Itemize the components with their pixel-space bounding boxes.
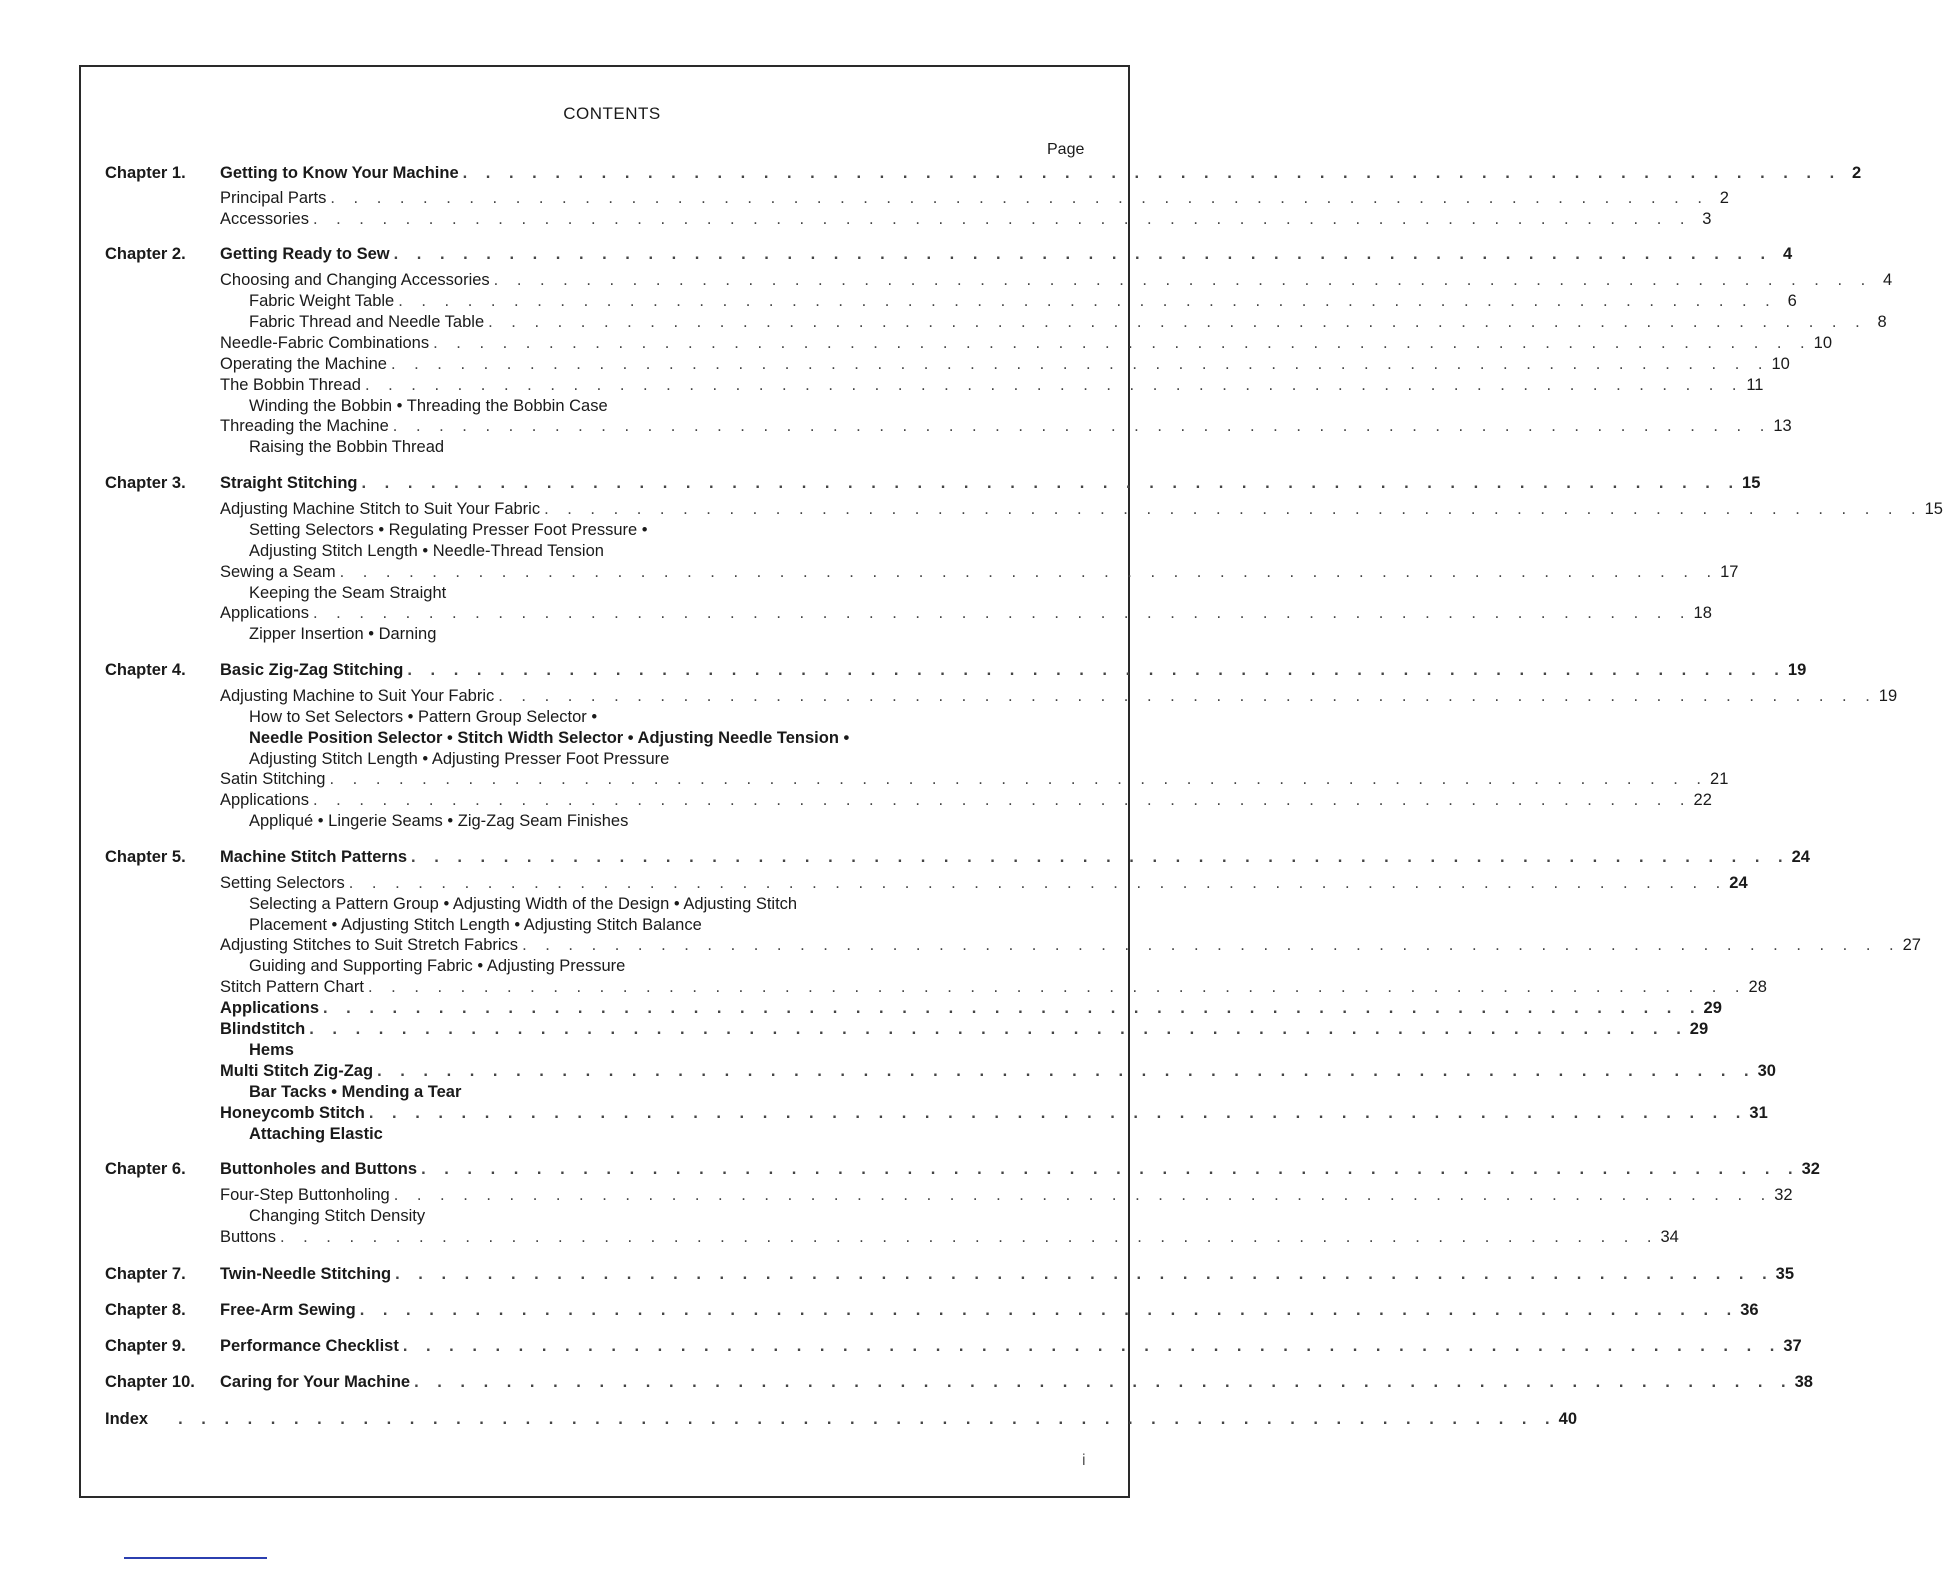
toc-entry[interactable] bbox=[220, 872, 1748, 894]
page-number: 24 bbox=[1729, 874, 1748, 892]
entry-title: Fabric Weight Table bbox=[249, 292, 395, 310]
leader-dots: . . . . . . . . . . . . . . . . . . . . . . . . . . . . . . . . . . . . . . . . . . . . . . . . . . . . . . . . . . . . bbox=[312, 791, 1692, 809]
toc-index[interactable] bbox=[105, 1408, 1577, 1430]
toc-entry[interactable] bbox=[220, 602, 1712, 624]
entry-title: The Bobbin Thread bbox=[220, 376, 361, 394]
leader-dots: . . . . . . . . . . . . . . . . . . . . . . . . . . . . . . . . . . . . . . . . . . . . . . . . . . . . . . . . . . . . bbox=[395, 1265, 1774, 1283]
toc-chapter-7[interactable] bbox=[105, 1263, 1795, 1285]
leader-dots: . . . . . . . . . . . . . . . . . . . . . . . . . . . . . . . . . . . . . . . . . . . . . . . . . . . . . . . . . . . . bbox=[330, 189, 1709, 207]
toc-entry[interactable] bbox=[220, 415, 1792, 437]
leader-dots: . . . . . . . . . . . . . . . . . . . . . . . . . . . . . . . . . . . . . . . . . . . . . . . . . . . . . . . . . . . . bbox=[411, 848, 1790, 866]
toc-subtopics: Adjusting Stitch Length • Adjusting Presser Foot Pressure bbox=[249, 750, 670, 768]
leader-dots: . . . . . . . . . . . . . . . . . . . . . . . . . . . . . . . . . . . . . . . . . . . . . . . . . . . . . . . . . . . . bbox=[348, 874, 1728, 892]
toc-entry[interactable] bbox=[220, 934, 1921, 956]
leader-dots: . . . . . . . . . . . . . . . . . . . . . . . . . . . . . . . . . . . . . . . . . . . . . . . . . . . . . . . . . . . . bbox=[361, 474, 1741, 492]
toc-chapter-5[interactable] bbox=[105, 846, 1810, 868]
chapter-title: Basic Zig-Zag Stitching bbox=[220, 661, 404, 679]
entry-title: Principal Parts bbox=[220, 189, 327, 207]
page-number: 35 bbox=[1775, 1265, 1795, 1283]
page-number: 38 bbox=[1794, 1373, 1813, 1391]
leader-dots: . . . . . . . . . . . . . . . . . . . . . . . . . . . . . . . . . . . . . . . . . . . . . . . . . . . . . . . . . . . . bbox=[421, 1160, 1800, 1178]
chapter-title: Getting to Know Your Machine bbox=[220, 164, 459, 182]
leader-dots: . . . . . . . . . . . . . . . . . . . . . . . . . . . . . . . . . . . . . . . . . . . . . . . . . . . . . . . . . . . . bbox=[323, 999, 1702, 1017]
toc-entry[interactable] bbox=[220, 976, 1767, 998]
chapter-number: Chapter 6. bbox=[105, 1160, 186, 1178]
toc-subtopics: Guiding and Supporting Fabric • Adjusting Pressure bbox=[249, 957, 626, 975]
toc-entry[interactable] bbox=[220, 1018, 1709, 1040]
leader-dots: . . . . . . . . . . . . . . . . . . . . . . . . . . . . . . . . . . . . . . . . . . . . . . . . . . . . . . . . . . . . bbox=[392, 417, 1772, 435]
chapter-title: Performance Checklist bbox=[220, 1337, 399, 1355]
page-number: 19 bbox=[1878, 687, 1898, 705]
chapter-title: Free-Arm Sewing bbox=[220, 1301, 356, 1319]
entry-title: Accessories bbox=[220, 210, 309, 228]
page-number: 29 bbox=[1703, 999, 1722, 1017]
toc-entry[interactable] bbox=[220, 789, 1712, 811]
toc-chapter-6[interactable] bbox=[105, 1158, 1820, 1180]
page-number: 15 bbox=[1742, 474, 1761, 492]
entry-title: Applications bbox=[220, 791, 309, 809]
page-number: 29 bbox=[1689, 1020, 1709, 1038]
leader-dots: . . . . . . . . . . . . . . . . . . . . . . . . . . . . . . . . . . . . . . . . . . . . . . . . . . . . . . . . . . . . bbox=[364, 376, 1744, 394]
toc-entry[interactable] bbox=[249, 311, 1887, 333]
leader-dots: . . . . . . . . . . . . . . . . . . . . . . . . . . . . . . . . . . . . . . . . . . . . . . . . . . . . . . . . . . . . bbox=[178, 1410, 1557, 1428]
chapter-title: Getting Ready to Sew bbox=[220, 245, 390, 263]
page-number: 24 bbox=[1791, 848, 1810, 866]
entry-title: Adjusting Machine Stitch to Suit Your Fabric bbox=[220, 500, 541, 518]
toc-subtopics: Placement • Adjusting Stitch Length • Adjusting Stitch Balance bbox=[249, 916, 702, 934]
page-number: 15 bbox=[1924, 500, 1943, 518]
leader-dots: . . . . . . . . . . . . . . . . . . . . . . . . . . . . . . . . . . . . . . . . . . . . . . . . . . . . . . . . . . . . bbox=[433, 334, 1812, 352]
page-number: 4 bbox=[1883, 271, 1893, 289]
page-number: 32 bbox=[1801, 1160, 1820, 1178]
toc-entry[interactable] bbox=[220, 187, 1729, 209]
entry-title: Setting Selectors bbox=[220, 874, 345, 892]
page-number: 4 bbox=[1782, 245, 1793, 263]
leader-dots: . . . . . . . . . . . . . . . . . . . . . . . . . . . . . . . . . . . . . . . . . . . . . . . . . . . . . . . . . . . . bbox=[309, 1020, 1688, 1038]
toc-subtopics: Keeping the Seam Straight bbox=[249, 584, 447, 602]
leader-dots: . . . . . . . . . . . . . . . . . . . . . . . . . . . . . . . . . . . . . . . . . . . . . . . . . . . . . . . . . . . . bbox=[498, 687, 1877, 705]
entry-title: Choosing and Changing Accessories bbox=[220, 271, 490, 289]
toc-subtopics: Hems bbox=[249, 1041, 294, 1059]
leader-dots: . . . . . . . . . . . . . . . . . . . . . . . . . . . . . . . . . . . . . . . . . . . . . . . . . . . . . . . . . . . . bbox=[393, 1186, 1773, 1204]
leader-dots: . . . . . . . . . . . . . . . . . . . . . . . . . . . . . . . . . . . . . . . . . . . . . . . . . . . . . . . . . . . . bbox=[339, 563, 1719, 581]
toc-entry[interactable] bbox=[220, 768, 1729, 790]
entry-title: Operating the Machine bbox=[220, 355, 387, 373]
page-number: 28 bbox=[1748, 978, 1767, 996]
entry-title: Blindstitch bbox=[220, 1020, 306, 1038]
page-number: 3 bbox=[1702, 210, 1712, 228]
chapter-number: Chapter 9. bbox=[105, 1337, 186, 1355]
leader-dots: . . . . . . . . . . . . . . . . . . . . . . . . . . . . . . . . . . . . . . . . . . . . . . . . . . . . . . . . . . . . bbox=[312, 604, 1692, 622]
entry-title: Multi Stitch Zig-Zag bbox=[220, 1062, 374, 1080]
leader-dots: . . . . . . . . . . . . . . . . . . . . . . . . . . . . . . . . . . . . . . . . . . . . . . . . . . . . . . . . . . . . bbox=[407, 661, 1786, 679]
entry-title: Buttons bbox=[220, 1228, 276, 1246]
leader-dots: . . . . . . . . . . . . . . . . . . . . . . . . . . . . . . . . . . . . . . . . . . . . . . . . . . . . . . . . . . . . bbox=[522, 936, 1901, 954]
leader-dots: . . . . . . . . . . . . . . . . . . . . . . . . . . . . . . . . . . . . . . . . . . . . . . . . . . . . . . . . . . . . bbox=[279, 1228, 1659, 1246]
chapter-number: Chapter 7. bbox=[105, 1265, 186, 1283]
toc-chapter-8[interactable] bbox=[105, 1299, 1759, 1321]
toc-entry[interactable] bbox=[220, 269, 1893, 291]
chapter-number: Chapter 3. bbox=[105, 474, 186, 492]
leader-dots: . . . . . . . . . . . . . . . . . . . . . . . . . . . . . . . . . . . . . . . . . . . . . . . . . . . . . . . . . . . . bbox=[488, 313, 1867, 331]
toc-subtopics: Selecting a Pattern Group • Adjusting Width of the Design • Adjusting Stitch bbox=[249, 895, 798, 913]
page-number: 40 bbox=[1558, 1410, 1577, 1428]
toc-entry[interactable] bbox=[220, 685, 1898, 707]
page-number: 32 bbox=[1774, 1186, 1793, 1204]
page-number: 2 bbox=[1851, 164, 1862, 182]
page-number: 36 bbox=[1740, 1301, 1759, 1319]
entry-title: Threading the Machine bbox=[220, 417, 389, 435]
entry-title: Sewing a Seam bbox=[220, 563, 336, 581]
toc-entry[interactable] bbox=[249, 290, 1797, 312]
toc-subtopics: Attaching Elastic bbox=[249, 1125, 383, 1143]
entry-title: Fabric Thread and Needle Table bbox=[249, 313, 485, 331]
toc-subtopics: Adjusting Stitch Length • Needle-Thread Tension bbox=[249, 542, 604, 560]
entry-title: Adjusting Machine to Suit Your Fabric bbox=[220, 687, 495, 705]
leader-dots: . . . . . . . . . . . . . . . . . . . . . . . . . . . . . . . . . . . . . . . . . . . . . . . . . . . . . . . . . . . . bbox=[367, 978, 1747, 996]
page-number: 18 bbox=[1693, 604, 1712, 622]
entry-title: Satin Stitching bbox=[220, 770, 326, 788]
page-number: 10 bbox=[1771, 355, 1790, 373]
footer-page-number: i bbox=[1082, 1452, 1086, 1469]
toc-entry[interactable] bbox=[220, 997, 1722, 1019]
toc-entry[interactable] bbox=[220, 498, 1943, 520]
entry-title: Adjusting Stitches to Suit Stretch Fabrics bbox=[220, 936, 519, 954]
page-number: 6 bbox=[1787, 292, 1797, 310]
toc-chapter-9[interactable] bbox=[105, 1335, 1802, 1357]
page-number: 22 bbox=[1693, 791, 1712, 809]
leader-dots: . . . . . . . . . . . . . . . . . . . . . . . . . . . . . . . . . . . . . . . . . . . . . . . . . . . . . . . . . . . . bbox=[377, 1062, 1756, 1080]
page-number: 11 bbox=[1746, 376, 1764, 394]
page-title: CONTENTS bbox=[563, 104, 661, 123]
toc-entry[interactable] bbox=[220, 1102, 1768, 1124]
toc-subtopics: How to Set Selectors • Pattern Group Selector • bbox=[249, 708, 598, 726]
toc-entry[interactable] bbox=[220, 208, 1712, 230]
toc-subtopics: Needle Position Selector • Stitch Width Selector • Adjusting Needle Tension • bbox=[249, 729, 850, 747]
toc-subtopics: Winding the Bobbin • Threading the Bobbin Case bbox=[249, 397, 608, 415]
toc-entry[interactable] bbox=[220, 1060, 1776, 1082]
page-number: 13 bbox=[1773, 417, 1792, 435]
leader-dots: . . . . . . . . . . . . . . . . . . . . . . . . . . . . . . . . . . . . . . . . . . . . . . . . . . . . . . . . . . . . bbox=[544, 500, 1923, 518]
toc-chapter-1[interactable] bbox=[105, 162, 1862, 184]
toc-subtopics: Zipper Insertion • Darning bbox=[249, 625, 437, 643]
toc-entry[interactable] bbox=[220, 1184, 1793, 1206]
leader-dots: . . . . . . . . . . . . . . . . . . . . . . . . . . . . . . . . . . . . . . . . . . . . . . . . . . . . . . . . . . . . bbox=[390, 355, 1770, 373]
toc-subtopics: Bar Tacks • Mending a Tear bbox=[249, 1083, 462, 1101]
toc-entry[interactable] bbox=[220, 374, 1764, 396]
toc-chapter-4[interactable] bbox=[105, 659, 1807, 681]
page-number: 34 bbox=[1660, 1228, 1679, 1246]
toc-chapter-10[interactable] bbox=[105, 1371, 1813, 1393]
chapter-title: Buttonholes and Buttons bbox=[220, 1160, 418, 1178]
entry-title: Needle-Fabric Combinations bbox=[220, 334, 430, 352]
toc-chapter-3[interactable] bbox=[105, 472, 1761, 494]
toc-subtopics: Appliqué • Lingerie Seams • Zig-Zag Seam Finishes bbox=[249, 812, 629, 830]
bottom-rule bbox=[124, 1557, 267, 1559]
toc-entry[interactable] bbox=[220, 332, 1832, 354]
entry-title: Stitch Pattern Chart bbox=[220, 978, 364, 996]
chapter-title: Machine Stitch Patterns bbox=[220, 848, 408, 866]
toc-entry[interactable] bbox=[220, 353, 1790, 375]
toc-entry[interactable] bbox=[220, 561, 1739, 583]
toc-subtopics: Setting Selectors • Regulating Presser Foot Pressure • bbox=[249, 521, 648, 539]
index-title: Index bbox=[105, 1410, 149, 1428]
page-number: 27 bbox=[1902, 936, 1921, 954]
toc-subtopics: Raising the Bobbin Thread bbox=[249, 438, 445, 456]
chapter-title: Caring for Your Machine bbox=[220, 1373, 411, 1391]
toc-entry[interactable] bbox=[220, 1226, 1679, 1248]
toc-subtopics: Changing Stitch Density bbox=[249, 1207, 426, 1225]
page-number: 8 bbox=[1877, 313, 1887, 331]
page-number: 10 bbox=[1813, 334, 1832, 352]
chapter-number: Chapter 4. bbox=[105, 661, 186, 679]
leader-dots: . . . . . . . . . . . . . . . . . . . . . . . . . . . . . . . . . . . . . . . . . . . . . . . . . . . . . . . . . . . . bbox=[398, 292, 1777, 310]
page-column-label: Page bbox=[1047, 141, 1085, 158]
chapter-number: Chapter 1. bbox=[105, 164, 186, 182]
page-number: 31 bbox=[1749, 1104, 1768, 1122]
chapter-number: Chapter 8. bbox=[105, 1301, 186, 1319]
leader-dots: . . . . . . . . . . . . . . . . . . . . . . . . . . . . . . . . . . . . . . . . . . . . . . . . . . . . . . . . . . . . bbox=[368, 1104, 1748, 1122]
leader-dots: . . . . . . . . . . . . . . . . . . . . . . . . . . . . . . . . . . . . . . . . . . . . . . . . . . . . . . . . . . . . bbox=[414, 1373, 1793, 1391]
leader-dots: . . . . . . . . . . . . . . . . . . . . . . . . . . . . . . . . . . . . . . . . . . . . . . . . . . . . . . . . . . . . bbox=[312, 210, 1692, 228]
chapter-number: Chapter 10. bbox=[105, 1373, 195, 1391]
entry-title: Four-Step Buttonholing bbox=[220, 1186, 390, 1204]
page-number: 21 bbox=[1710, 770, 1729, 788]
entry-title: Applications bbox=[220, 604, 309, 622]
leader-dots: . . . . . . . . . . . . . . . . . . . . . . . . . . . . . . . . . . . . . . . . . . . . . . . . . . . . . . . . . . . . bbox=[493, 271, 1873, 289]
chapter-title: Twin-Needle Stitching bbox=[220, 1265, 392, 1283]
page-number: 30 bbox=[1757, 1062, 1776, 1080]
entry-title: Applications bbox=[220, 999, 320, 1017]
toc-chapter-2[interactable] bbox=[105, 243, 1793, 265]
leader-dots: . . . . . . . . . . . . . . . . . . . . . . . . . . . . . . . . . . . . . . . . . . . . . . . . . . . . . . . . . . . . bbox=[393, 245, 1773, 263]
page-number: 37 bbox=[1783, 1337, 1802, 1355]
leader-dots: . . . . . . . . . . . . . . . . . . . . . . . . . . . . . . . . . . . . . . . . . . . . . . . . . . . . . . . . . . . . bbox=[329, 770, 1709, 788]
page-number: 17 bbox=[1720, 563, 1739, 581]
chapter-number: Chapter 5. bbox=[105, 848, 186, 866]
page-number: 2 bbox=[1719, 189, 1729, 207]
page-number: 19 bbox=[1787, 661, 1807, 679]
leader-dots: . . . . . . . . . . . . . . . . . . . . . . . . . . . . . . . . . . . . . . . . . . . . . . . . . . . . . . . . . . . . bbox=[402, 1337, 1782, 1355]
chapter-title: Straight Stitching bbox=[220, 474, 358, 492]
leader-dots: . . . . . . . . . . . . . . . . . . . . . . . . . . . . . . . . . . . . . . . . . . . . . . . . . . . . . . . . . . . . bbox=[359, 1301, 1739, 1319]
chapter-number: Chapter 2. bbox=[105, 245, 186, 263]
leader-dots: . . . . . . . . . . . . . . . . . . . . . . . . . . . . . . . . . . . . . . . . . . . . . . . . . . . . . . . . . . . . bbox=[462, 164, 1842, 182]
entry-title: Honeycomb Stitch bbox=[220, 1104, 365, 1122]
